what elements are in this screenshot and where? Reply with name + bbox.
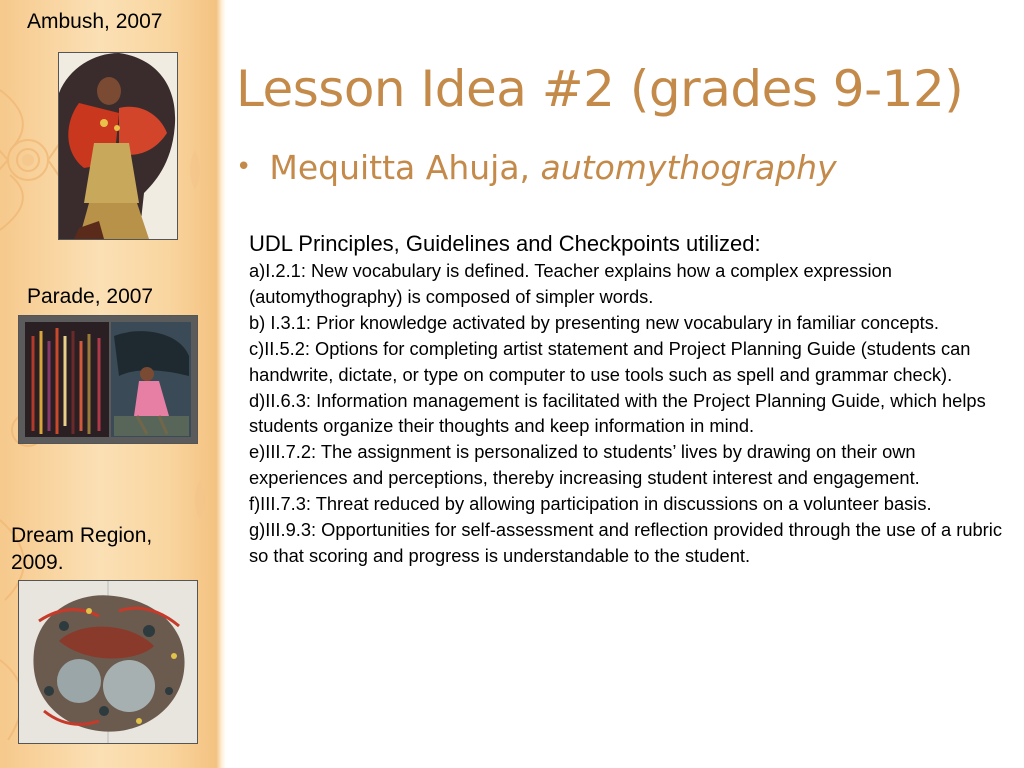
- udl-heading: UDL Principles, Guidelines and Checkpoints utilized:: [249, 231, 761, 256]
- udl-item: g)III.9.3: Opportunities for self-assessment and reflection provided through the use of a rubric so that scoring and progress is understandable to the student.: [249, 519, 1002, 566]
- udl-text-block: [249, 230, 1009, 569]
- artwork-image-dream-region: [18, 580, 198, 744]
- slide-title: Lesson Idea #2 (grades 9-12): [236, 60, 964, 118]
- udl-item: b) I.3.1: Prior knowledge activated by presenting new vocabulary in familiar concepts.: [249, 311, 939, 333]
- slide-subtitle-bullet: [236, 148, 837, 187]
- udl-item: e)III.7.2: The assignment is personalized to students’ lives by drawing on their own experiences and perceptions, thereby increasing student interest and engagement.: [249, 441, 920, 489]
- artwork-caption-dream-region: Dream Region, 2009.: [11, 524, 153, 574]
- strip-edge-glow: [216, 0, 226, 768]
- artwork-caption-ambush: Ambush, 2007: [27, 10, 163, 33]
- artwork-image-ambush: [58, 52, 178, 240]
- bullet-dot-icon: •: [236, 152, 252, 182]
- udl-item: c)II.5.2: Options for completing artist statement and Project Planning Guide (students can handwrite, dictate, or type on computer to use tools such as spell and grammar check).: [249, 337, 971, 385]
- udl-item: d)II.6.3: Information management is facilitated with the Project Planning Guide, which helps students organize their thoughts and keep information in mind.: [249, 389, 986, 437]
- artwork-caption-parade: Parade, 2007: [27, 285, 154, 308]
- artwork-image-parade: [18, 315, 198, 444]
- subtitle-term: automythography: [540, 148, 837, 187]
- udl-item: a)I.2.1: New vocabulary is defined. Teacher explains how a complex expression (automythography) is composed of simpler words.: [249, 260, 892, 307]
- udl-item: f)III.7.3: Threat reduced by allowing participation in discussions on a volunteer basis.: [249, 493, 932, 515]
- subtitle-artist: Mequitta Ahuja,: [269, 148, 541, 187]
